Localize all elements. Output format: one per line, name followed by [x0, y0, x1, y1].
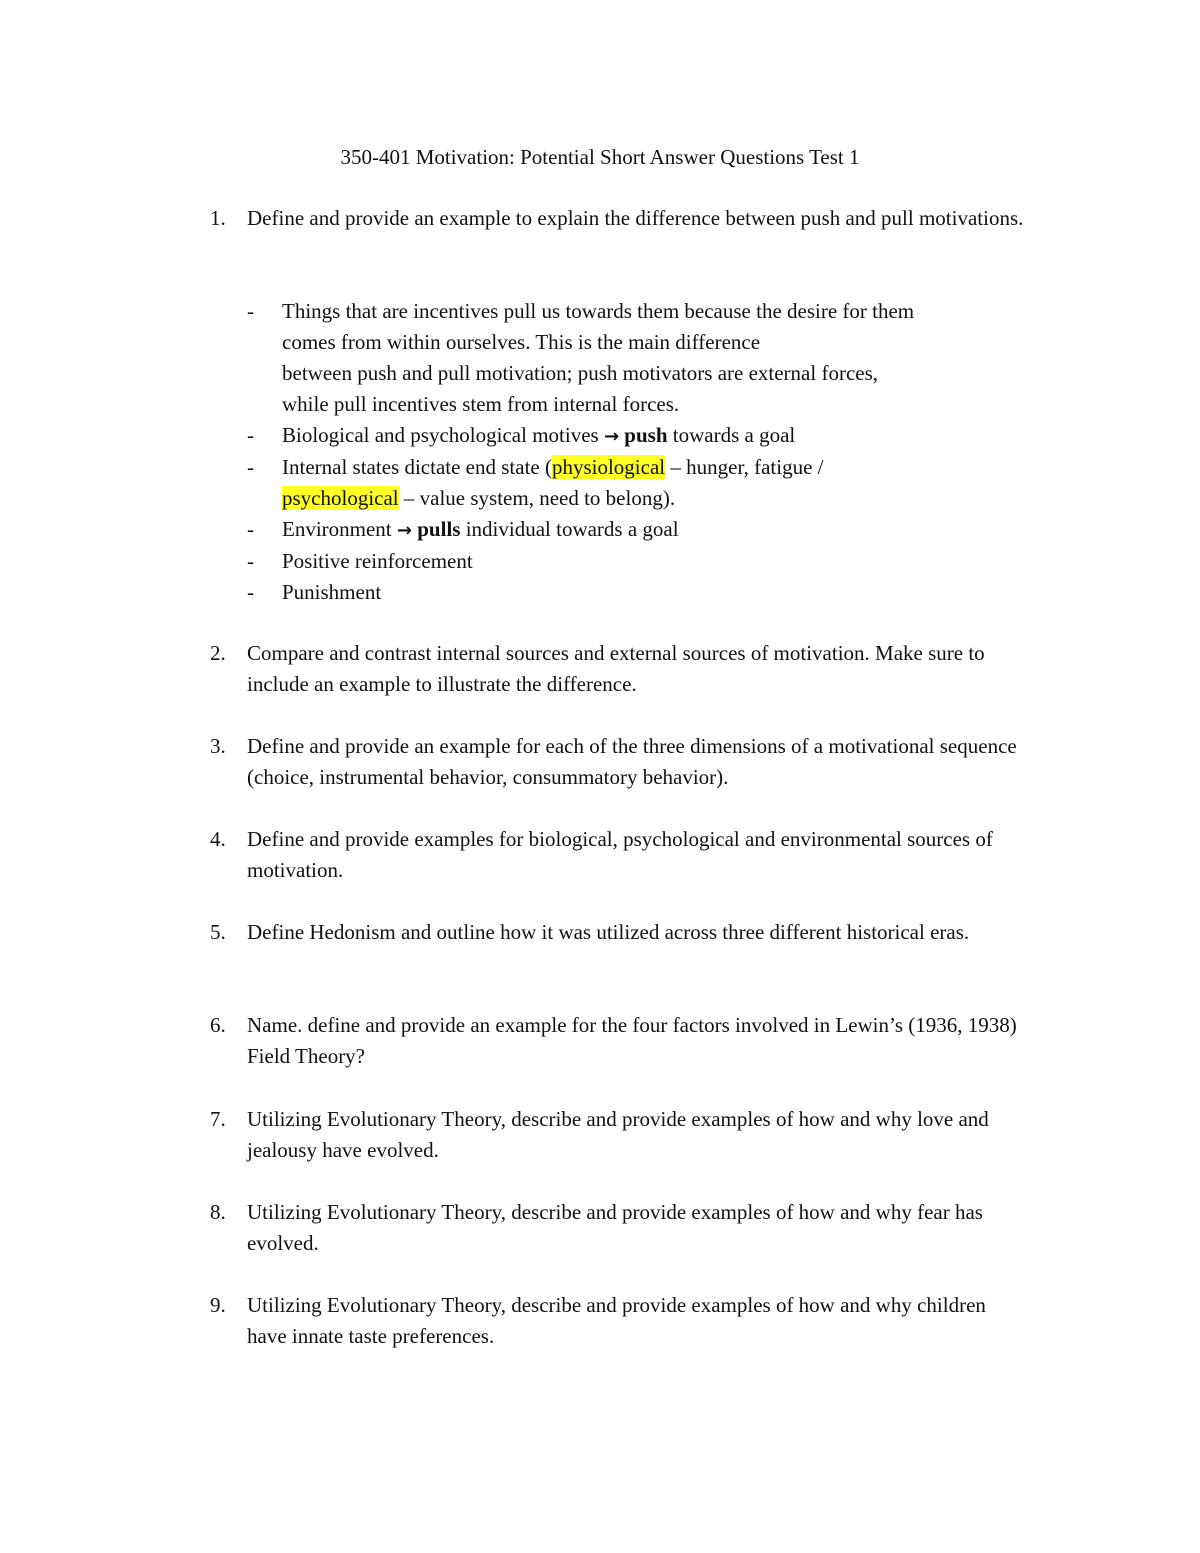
bullet-dash: -: [247, 423, 254, 447]
question-number: 9.: [210, 1293, 226, 1317]
answer-bullet-list: [247, 296, 1027, 608]
bullet-item: [247, 296, 1027, 420]
bullet-item: [247, 546, 1027, 577]
question-number: 8.: [210, 1200, 226, 1224]
bullet-text: – value system, need to belong).: [398, 486, 676, 510]
question-text: Name. define and provide an example for the four factors involved in Lewin’s (1936, 1938) Field Theory?: [247, 1013, 1017, 1068]
arrow-right-icon: →: [396, 520, 412, 541]
arrow-right-icon: →: [603, 426, 620, 447]
bullet-text: individual towards a goal: [460, 517, 679, 541]
highlighted-term-psychological: psychological: [282, 486, 399, 510]
bullet-item: [247, 420, 1027, 452]
bullet-dash: -: [247, 455, 254, 479]
bullet-line: Things that are incentives pull us towards them because the desire for them: [282, 299, 915, 323]
question-3: [210, 731, 1030, 793]
question-6: [210, 1010, 1030, 1072]
highlighted-term-physiological: physiological: [551, 455, 666, 479]
question-text: Define and provide an example for each of the three dimensions of a motivational sequence (choice, instrumental behavior, consummatory behavior).: [247, 734, 1017, 789]
question-5: [210, 917, 1030, 948]
question-number: 3.: [210, 734, 226, 758]
question-number: 6.: [210, 1013, 226, 1037]
bullet-text: Biological and psychological motives: [282, 423, 604, 447]
question-number: 2.: [210, 641, 226, 665]
question-1: [210, 203, 1030, 234]
question-8: [210, 1197, 1030, 1259]
question-number: 5.: [210, 920, 226, 944]
question-text: Utilizing Evolutionary Theory, describe and provide examples of how and why children have innate taste preferences.: [247, 1293, 986, 1348]
bullet-text: Punishment: [282, 580, 382, 604]
bullet-text: towards a goal: [667, 423, 796, 447]
question-number: 1.: [210, 206, 226, 230]
question-2: [210, 638, 1030, 700]
question-number: 4.: [210, 827, 226, 851]
question-text: Define Hedonism and outline how it was utilized across three different historical eras.: [247, 920, 970, 944]
bullet-item: [247, 452, 1027, 514]
bullet-line: between push and pull motivation; push motivators are external forces,: [282, 361, 879, 385]
bullet-text: Environment: [282, 517, 397, 541]
bullet-dash: -: [247, 299, 254, 323]
bullet-item: [247, 577, 1027, 608]
bullet-item: [247, 514, 1027, 546]
question-text: Define and provide an example to explain the difference between push and pull motivations.: [247, 206, 1024, 230]
page-title: 350-401 Motivation: Potential Short Answer Questions Test 1: [340, 145, 860, 169]
question-number: 7.: [210, 1107, 226, 1131]
question-text: Utilizing Evolutionary Theory, describe and provide examples of how and why love and jealousy have evolved.: [247, 1107, 989, 1162]
bullet-text: Internal states dictate end state (: [282, 455, 552, 479]
question-9: [210, 1290, 1030, 1352]
question-7: [210, 1104, 1030, 1166]
question-text: Define and provide examples for biological, psychological and environmental sources of motivation.: [247, 827, 993, 882]
bullet-text: – hunger, fatigue /: [665, 455, 824, 479]
bullet-line: while pull incentives stem from internal forces.: [282, 392, 680, 416]
bold-term-pulls: pulls: [417, 517, 461, 541]
question-text: Utilizing Evolutionary Theory, describe and provide examples of how and why fear has evolved.: [247, 1200, 983, 1255]
bullet-dash: -: [247, 517, 254, 541]
bullet-dash: -: [247, 549, 254, 573]
bullet-line: comes from within ourselves. This is the main difference: [282, 330, 761, 354]
question-4: [210, 824, 1030, 886]
question-text: Compare and contrast internal sources and external sources of motivation. Make sure to include an example to illustrate the difference.: [247, 641, 985, 696]
bullet-dash: -: [247, 580, 254, 604]
bold-term-push: push: [624, 423, 668, 447]
bullet-text: Positive reinforcement: [282, 549, 473, 573]
